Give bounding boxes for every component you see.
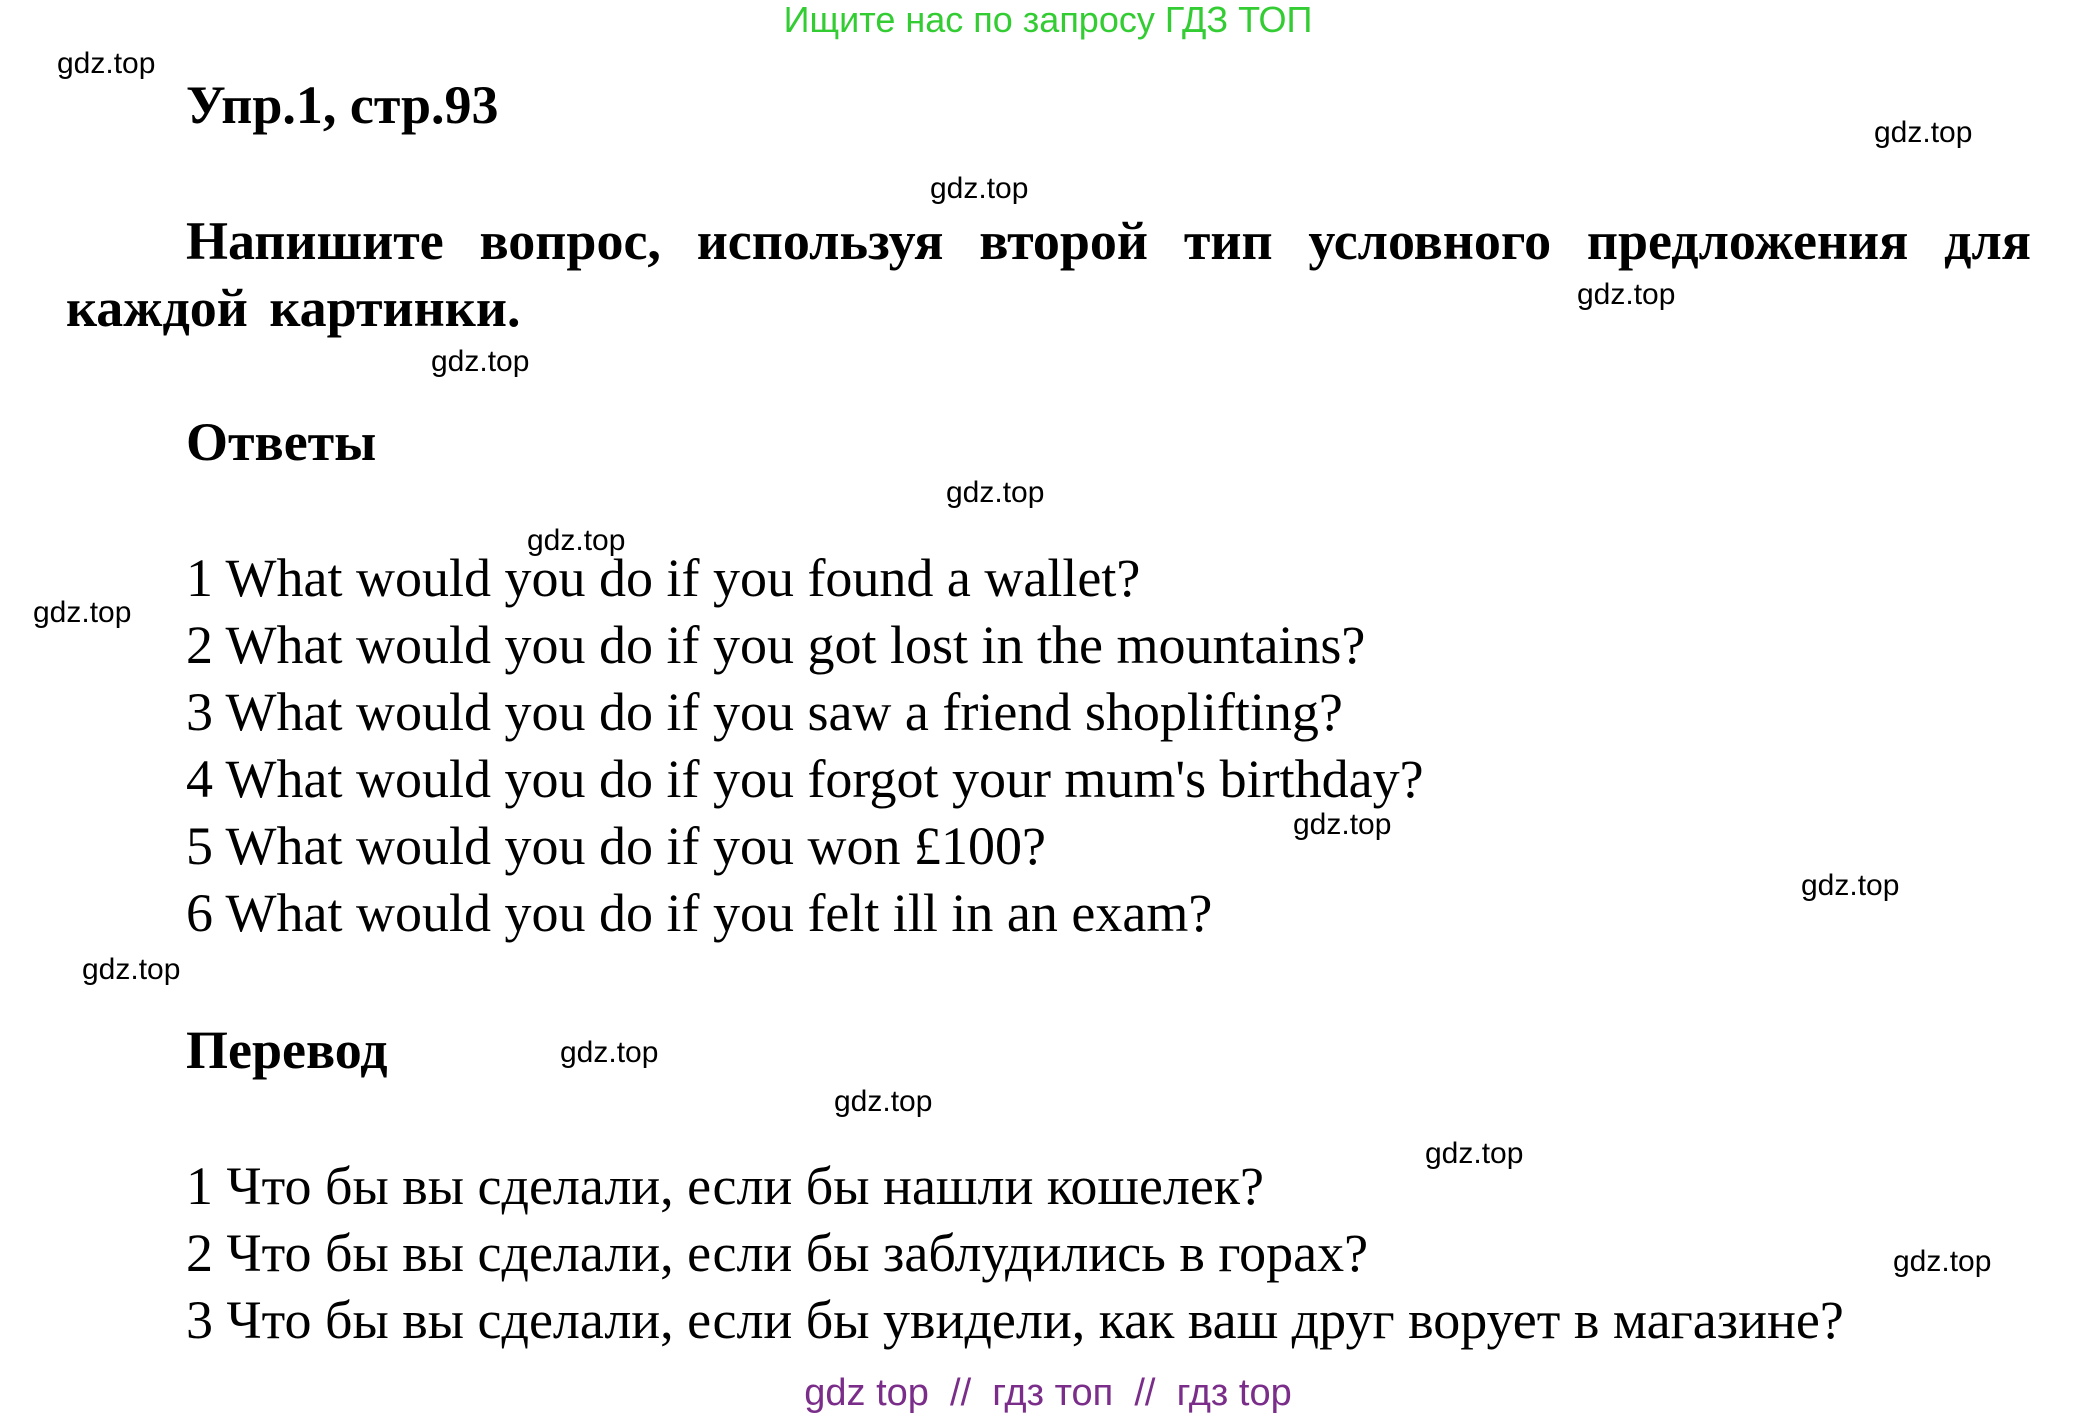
watermark: gdz.top xyxy=(946,476,1045,509)
footer-links: gdz top // гдз топ // гдз top xyxy=(804,1372,1292,1414)
translation-line: 1 Что бы вы сделали, если бы нашли кошелек? xyxy=(186,1156,1264,1216)
answer-line: 3 What would you do if you saw a friend shoplifting? xyxy=(186,682,1343,742)
watermark: gdz.top xyxy=(1425,1137,1524,1170)
translations-list xyxy=(186,1153,1844,1354)
watermark: gdz.top xyxy=(930,172,1029,205)
exercise-title: Упр.1, стр.93 xyxy=(186,75,499,135)
watermark: gdz.top xyxy=(560,1036,659,1069)
answer-line: 6 What would you do if you felt ill in an exam? xyxy=(186,883,1213,943)
answer-line: 1 What would you do if you found a wallet? xyxy=(186,548,1141,608)
answers-list xyxy=(186,545,1424,947)
answer-line: 5 What would you do if you won £100? xyxy=(186,816,1046,876)
watermark: gdz.top xyxy=(1577,278,1676,311)
watermark: gdz.top xyxy=(57,47,156,80)
watermark: gdz.top xyxy=(33,596,132,629)
watermark: gdz.top xyxy=(1874,116,1973,149)
translation-line: 2 Что бы вы сделали, если бы заблудились в горах? xyxy=(186,1223,1369,1283)
search-banner: Ищите нас по запросу ГДЗ ТОП xyxy=(783,0,1313,40)
answers-heading: Ответы xyxy=(186,412,377,472)
answer-line: 4 What would you do if you forgot your mum's birthday? xyxy=(186,749,1424,809)
watermark: gdz.top xyxy=(1801,869,1900,902)
watermark: gdz.top xyxy=(1893,1245,1992,1278)
answer-line: 2 What would you do if you got lost in the mountains? xyxy=(186,615,1366,675)
watermark: gdz.top xyxy=(834,1085,933,1118)
translation-line: 3 Что бы вы сделали, если бы увидели, как ваш друг ворует в магазине? xyxy=(186,1290,1844,1350)
watermark: gdz.top xyxy=(431,345,530,378)
watermark: gdz.top xyxy=(527,524,626,557)
watermark: gdz.top xyxy=(1293,808,1392,841)
translation-heading: Перевод xyxy=(186,1020,388,1080)
watermark: gdz.top xyxy=(82,953,181,986)
task-text: Напишите вопрос, используя второй тип условного предложения для каждой картинки. xyxy=(66,211,2031,338)
